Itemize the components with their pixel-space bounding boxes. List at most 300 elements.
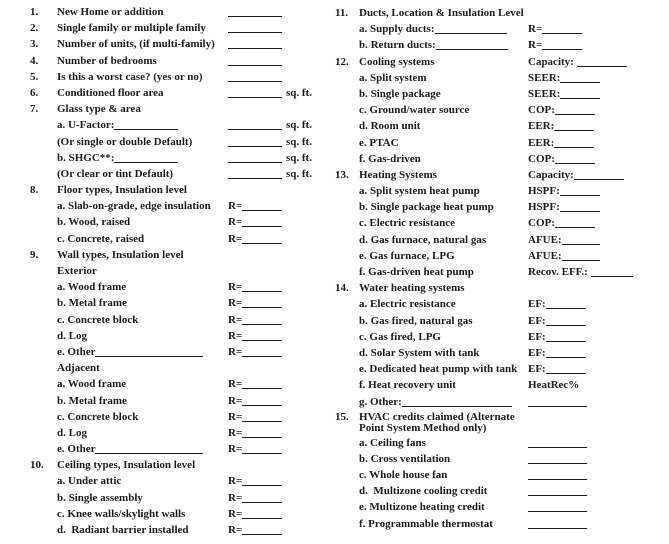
item-value <box>528 361 586 377</box>
value-prefix: R= <box>228 378 243 391</box>
item-label-text: Ceiling types, Insulation level <box>57 459 196 472</box>
value-prefix: R= <box>228 216 243 229</box>
value-prefix: HSPF: <box>528 201 560 214</box>
value-prefix: R= <box>228 232 243 245</box>
item-number: 1. <box>30 6 39 18</box>
item-value <box>228 69 282 85</box>
item-value <box>528 435 587 451</box>
item-value <box>528 70 600 86</box>
blank-line <box>560 97 600 99</box>
item-number: 3. <box>30 38 39 51</box>
blank-line <box>554 146 594 148</box>
form-row <box>330 232 669 248</box>
blank-line <box>242 242 282 244</box>
value-prefix: R= <box>228 297 243 310</box>
form-row <box>330 296 669 312</box>
item-label <box>57 231 228 247</box>
item-label <box>359 232 528 248</box>
item-label <box>57 4 228 20</box>
item-number: 4. <box>30 54 39 67</box>
item-label-text: Is this a worst case? (yes or no) <box>57 70 203 83</box>
value-prefix: R= <box>228 475 243 488</box>
blank-line <box>528 462 587 464</box>
blank-line <box>242 436 282 438</box>
value-prefix: SEER: <box>528 87 561 100</box>
item-label-text: b. Gas fired, natural gas <box>359 314 473 327</box>
value-prefix: R= <box>228 426 243 439</box>
item-value <box>528 21 582 37</box>
item-label <box>57 522 228 538</box>
blank-line <box>436 48 508 50</box>
value-prefix: HeatRec% <box>528 379 580 392</box>
item-value <box>228 312 282 328</box>
item-value <box>528 313 586 329</box>
blank-line <box>228 161 282 163</box>
value-suffix: sq. ft. <box>286 167 312 180</box>
item-label-text: c. Knee walls/skylight walls <box>57 507 186 520</box>
item-label <box>57 441 228 457</box>
item-label-text: Conditioned floor area <box>57 86 164 99</box>
form-row <box>330 467 669 483</box>
item-value <box>528 54 627 70</box>
blank-line <box>546 340 586 342</box>
form-row <box>330 151 669 167</box>
value-prefix: EF: <box>528 298 546 311</box>
form-row <box>0 117 332 133</box>
item-label <box>57 344 228 360</box>
blank-line <box>228 15 282 17</box>
value-prefix: R= <box>228 345 243 358</box>
item-label <box>359 54 528 70</box>
form-row <box>0 4 332 20</box>
form-row <box>330 280 669 296</box>
item-label <box>359 37 528 53</box>
form-row <box>0 344 332 360</box>
right-column <box>330 5 669 532</box>
item-label-text: Adjacent <box>57 362 100 375</box>
item-label <box>57 101 228 117</box>
item-value <box>528 183 600 199</box>
item-value <box>228 198 282 214</box>
value-prefix: R= <box>228 313 243 326</box>
form-row <box>330 135 669 151</box>
blank-line <box>546 372 586 374</box>
blank-line <box>242 533 282 535</box>
form-row <box>0 409 332 425</box>
blank-line <box>555 226 595 228</box>
item-label-text: a. Ceiling fans <box>359 436 426 449</box>
form-row <box>330 199 669 215</box>
form-row <box>0 263 332 279</box>
item-label <box>57 473 228 489</box>
item-label <box>359 5 528 21</box>
item-number: 12. <box>335 55 349 68</box>
item-label <box>359 361 528 377</box>
value-prefix: EF: <box>528 314 546 327</box>
blank-line <box>546 324 586 326</box>
blank-line <box>560 210 600 212</box>
form-row <box>0 506 332 522</box>
value-prefix: AFUE: <box>528 233 562 246</box>
item-label <box>359 248 528 264</box>
item-value <box>528 329 586 345</box>
item-label-text: d. Radiant barrier installed <box>57 524 189 536</box>
form-row <box>0 150 332 166</box>
blank-line <box>546 356 586 358</box>
item-label-text: d. Room unit <box>359 120 421 133</box>
item-label-text: e. PTAC <box>359 136 399 149</box>
item-label <box>359 313 528 329</box>
form-row <box>330 499 669 515</box>
item-label <box>359 516 528 532</box>
item-value <box>528 483 587 499</box>
item-label-text: a. Wood frame <box>57 378 127 391</box>
item-number: 11. <box>335 7 349 19</box>
form-row <box>0 457 332 473</box>
item-value <box>228 134 312 150</box>
item-label-text: e. Gas furnace, LPG <box>359 249 455 262</box>
item-label-text: Glass type & area <box>57 103 141 116</box>
item-value <box>228 522 282 538</box>
item-label-text: b. Cross ventilation <box>359 452 451 465</box>
item-value <box>528 167 624 183</box>
item-value <box>528 377 579 393</box>
item-label-text: e. Other <box>57 345 96 358</box>
item-label-text: Number of bedrooms <box>57 54 157 67</box>
item-label-text: f. Gas-driven <box>359 152 421 165</box>
blank-line <box>542 48 582 50</box>
item-label <box>359 296 528 312</box>
item-label-text: a. U-Factor: <box>57 119 115 132</box>
value-prefix: EF: <box>528 363 546 376</box>
item-label <box>359 102 528 118</box>
item-label-text: Heating Systems <box>359 168 437 181</box>
form-row <box>0 312 332 328</box>
form-row <box>0 473 332 489</box>
blank-line <box>435 32 507 34</box>
value-prefix: R= <box>228 524 243 536</box>
form-row <box>330 5 669 21</box>
item-label-text: c. Concrete, raised <box>57 232 145 245</box>
left-column <box>0 4 332 538</box>
item-label-text: f. Gas-driven heat pump <box>359 266 474 278</box>
blank-line <box>577 65 627 67</box>
item-value <box>228 344 282 360</box>
blank-line <box>555 162 595 164</box>
value-prefix: EER: <box>528 120 555 133</box>
item-value <box>528 118 594 134</box>
form-row <box>330 361 669 377</box>
form-row <box>0 69 332 85</box>
item-value <box>228 231 282 247</box>
form-row <box>0 53 332 69</box>
form-row <box>330 345 669 361</box>
item-value <box>228 4 282 20</box>
item-label <box>359 345 528 361</box>
blank-line <box>242 225 282 227</box>
item-label-text: d. Multizone cooling credit <box>359 485 488 498</box>
form-row <box>0 441 332 457</box>
item-label <box>57 150 228 166</box>
value-prefix: R= <box>228 443 243 456</box>
item-label-text: Water heating systems <box>359 282 465 295</box>
item-label <box>359 377 528 393</box>
item-value <box>228 166 312 182</box>
form-row <box>0 328 332 344</box>
item-label <box>359 435 528 451</box>
blank-line <box>402 405 512 407</box>
value-prefix: R= <box>528 23 543 36</box>
value-prefix: HSPF: <box>528 185 560 198</box>
item-number: 8. <box>30 184 39 197</box>
value-prefix: Capacity: <box>528 168 574 181</box>
item-label-text: d. Log <box>57 329 87 342</box>
blank-line <box>528 446 587 448</box>
item-number: 9. <box>30 248 39 261</box>
item-label-text: New Home or addition <box>57 6 164 18</box>
blank-line <box>242 484 282 486</box>
value-prefix: COP: <box>528 104 555 117</box>
value-prefix: R= <box>228 491 243 504</box>
blank-line <box>528 478 587 480</box>
item-label <box>57 490 228 506</box>
value-suffix: sq. ft. <box>286 151 312 164</box>
item-label <box>359 118 528 134</box>
blank-line <box>242 517 282 519</box>
value-prefix: R= <box>228 281 243 294</box>
blank-line <box>555 113 595 115</box>
form-row <box>330 70 669 86</box>
item-label <box>359 394 528 410</box>
item-value <box>528 248 600 264</box>
blank-line <box>228 64 282 66</box>
item-value <box>528 37 582 53</box>
item-label-text: d. Solar System with tank <box>359 346 480 359</box>
form-row <box>330 329 669 345</box>
blank-line <box>554 129 594 131</box>
value-prefix: R= <box>528 39 543 52</box>
blank-line <box>228 177 282 179</box>
item-value <box>228 425 282 441</box>
item-number: 7. <box>30 103 39 116</box>
blank-line <box>242 404 282 406</box>
blank-line <box>562 259 600 261</box>
item-value <box>228 85 312 101</box>
value-prefix: R= <box>228 394 243 407</box>
item-label-text: Exterior <box>57 265 97 277</box>
value-prefix: R= <box>228 329 243 342</box>
blank-line <box>546 307 586 309</box>
item-number: 15. <box>335 410 349 423</box>
item-value <box>228 36 282 52</box>
item-label <box>359 280 528 296</box>
item-label <box>359 135 528 151</box>
item-value <box>528 232 600 248</box>
blank-line <box>228 128 282 130</box>
form-row <box>330 516 669 532</box>
value-prefix: EER: <box>528 136 555 149</box>
item-value <box>228 409 282 425</box>
item-label-text: a. Under attic <box>57 475 122 488</box>
item-label-text: e. Dedicated heat pump with tank <box>359 363 518 376</box>
value-prefix: EF: <box>528 330 546 343</box>
item-label-text: b. SHGC**: <box>57 151 115 164</box>
item-label-text: a. Electric resistance <box>359 298 456 311</box>
form-row <box>330 435 669 451</box>
form-row <box>330 377 669 393</box>
item-value <box>228 295 282 311</box>
item-label <box>57 85 228 101</box>
item-label-text: e. Multizone heating credit <box>359 501 485 514</box>
blank-line <box>242 339 282 341</box>
item-value <box>528 215 595 231</box>
item-label-text: f. Programmable thermostat <box>359 517 493 530</box>
form-row <box>0 425 332 441</box>
item-label <box>57 506 228 522</box>
item-value <box>228 376 282 392</box>
blank-line <box>528 527 587 529</box>
value-prefix: COP: <box>528 217 555 230</box>
form-row <box>0 198 332 214</box>
item-label-text: b. Wood, raised <box>57 216 131 229</box>
item-label-text: HVAC credits claimed (Alternate Point System Method only) <box>359 410 515 435</box>
item-value <box>228 328 282 344</box>
item-value <box>228 506 282 522</box>
item-number: 2. <box>30 22 39 35</box>
item-label <box>359 151 528 167</box>
item-label <box>57 198 228 214</box>
value-prefix: EF: <box>528 346 546 359</box>
blank-line <box>114 128 178 130</box>
form-row <box>0 522 332 538</box>
item-value <box>528 86 600 102</box>
item-label-text: a. Supply ducts: <box>359 23 435 36</box>
item-label <box>57 166 228 182</box>
blank-line <box>228 80 282 82</box>
item-label-text: (Or single or double Default) <box>57 135 193 148</box>
item-label-text: g. Other: <box>359 395 402 408</box>
item-label <box>359 412 528 435</box>
item-label-text: c. Ground/water source <box>359 104 470 117</box>
item-label <box>57 117 228 133</box>
item-label-text: Wall types, Insulation level <box>57 248 184 261</box>
item-label-text: b. Single assembly <box>57 491 143 504</box>
form-row <box>330 483 669 499</box>
item-label <box>359 483 528 499</box>
blank-line <box>242 290 282 292</box>
form-row <box>0 279 332 295</box>
form-row <box>330 410 669 435</box>
blank-line <box>242 355 282 357</box>
item-label <box>57 214 228 230</box>
form-row <box>330 264 669 280</box>
blank-line <box>591 275 633 277</box>
item-value <box>528 394 587 410</box>
item-label <box>359 215 528 231</box>
item-label <box>359 70 528 86</box>
blank-line <box>242 387 282 389</box>
form-row <box>330 167 669 183</box>
item-label-text: c. Whole house fan <box>359 469 448 482</box>
item-label-text: c. Concrete block <box>57 313 139 326</box>
form-row <box>0 231 332 247</box>
item-value <box>528 345 586 361</box>
blank-line <box>95 355 203 357</box>
item-label <box>359 183 528 199</box>
form-row <box>0 376 332 392</box>
item-label <box>57 328 228 344</box>
item-label-text: b. Single package heat pump <box>359 201 494 214</box>
item-label <box>57 263 228 279</box>
item-label <box>57 182 228 198</box>
blank-line <box>242 323 282 325</box>
item-label-text: a. Wood frame <box>57 281 127 294</box>
blank-line <box>114 161 178 163</box>
item-label-text: Single family or multiple family <box>57 22 206 35</box>
item-label-text: Floor types, Insulation level <box>57 184 187 197</box>
form-row <box>330 313 669 329</box>
item-label <box>57 457 228 473</box>
form-row <box>330 451 669 467</box>
form-row <box>0 20 332 36</box>
blank-line <box>560 81 600 83</box>
item-label-text: a. Split system heat pump <box>359 185 480 198</box>
item-label <box>57 409 228 425</box>
item-label <box>57 393 228 409</box>
form-row <box>330 54 669 70</box>
item-label-text: a. Split system <box>359 71 427 84</box>
item-label-text: Cooling systems <box>359 55 435 68</box>
form-row <box>0 295 332 311</box>
item-number: 5. <box>30 70 39 83</box>
item-label <box>359 451 528 467</box>
item-label <box>359 167 528 183</box>
blank-line <box>562 243 600 245</box>
form-row <box>330 102 669 118</box>
item-label-text: Ducts, Location & Insulation Level <box>359 7 524 19</box>
form-row <box>0 214 332 230</box>
form-row <box>330 215 669 231</box>
item-label <box>359 329 528 345</box>
value-prefix: Capacity: <box>528 55 577 68</box>
item-value <box>228 441 282 457</box>
form-row <box>0 134 332 150</box>
blank-line <box>528 405 587 407</box>
form-row <box>330 86 669 102</box>
item-label-text: Number of units, (if multi-family) <box>57 38 215 51</box>
item-value <box>528 264 633 280</box>
form-row <box>0 393 332 409</box>
item-label <box>57 134 228 150</box>
item-label <box>359 199 528 215</box>
item-value <box>228 393 282 409</box>
item-label-text: b. Metal frame <box>57 394 127 407</box>
item-number: 6. <box>30 86 39 99</box>
form-row <box>0 85 332 101</box>
form-row <box>0 101 332 117</box>
blank-line <box>242 209 282 211</box>
blank-line <box>574 178 624 180</box>
item-value <box>528 451 587 467</box>
blank-line <box>528 510 587 512</box>
value-prefix: Recov. EFF.: <box>528 266 591 278</box>
item-label <box>359 21 528 37</box>
value-suffix: sq. ft. <box>286 86 312 99</box>
item-label-text: c. Electric resistance <box>359 217 456 230</box>
blank-line <box>228 31 282 33</box>
item-value <box>228 473 282 489</box>
item-value <box>228 490 282 506</box>
